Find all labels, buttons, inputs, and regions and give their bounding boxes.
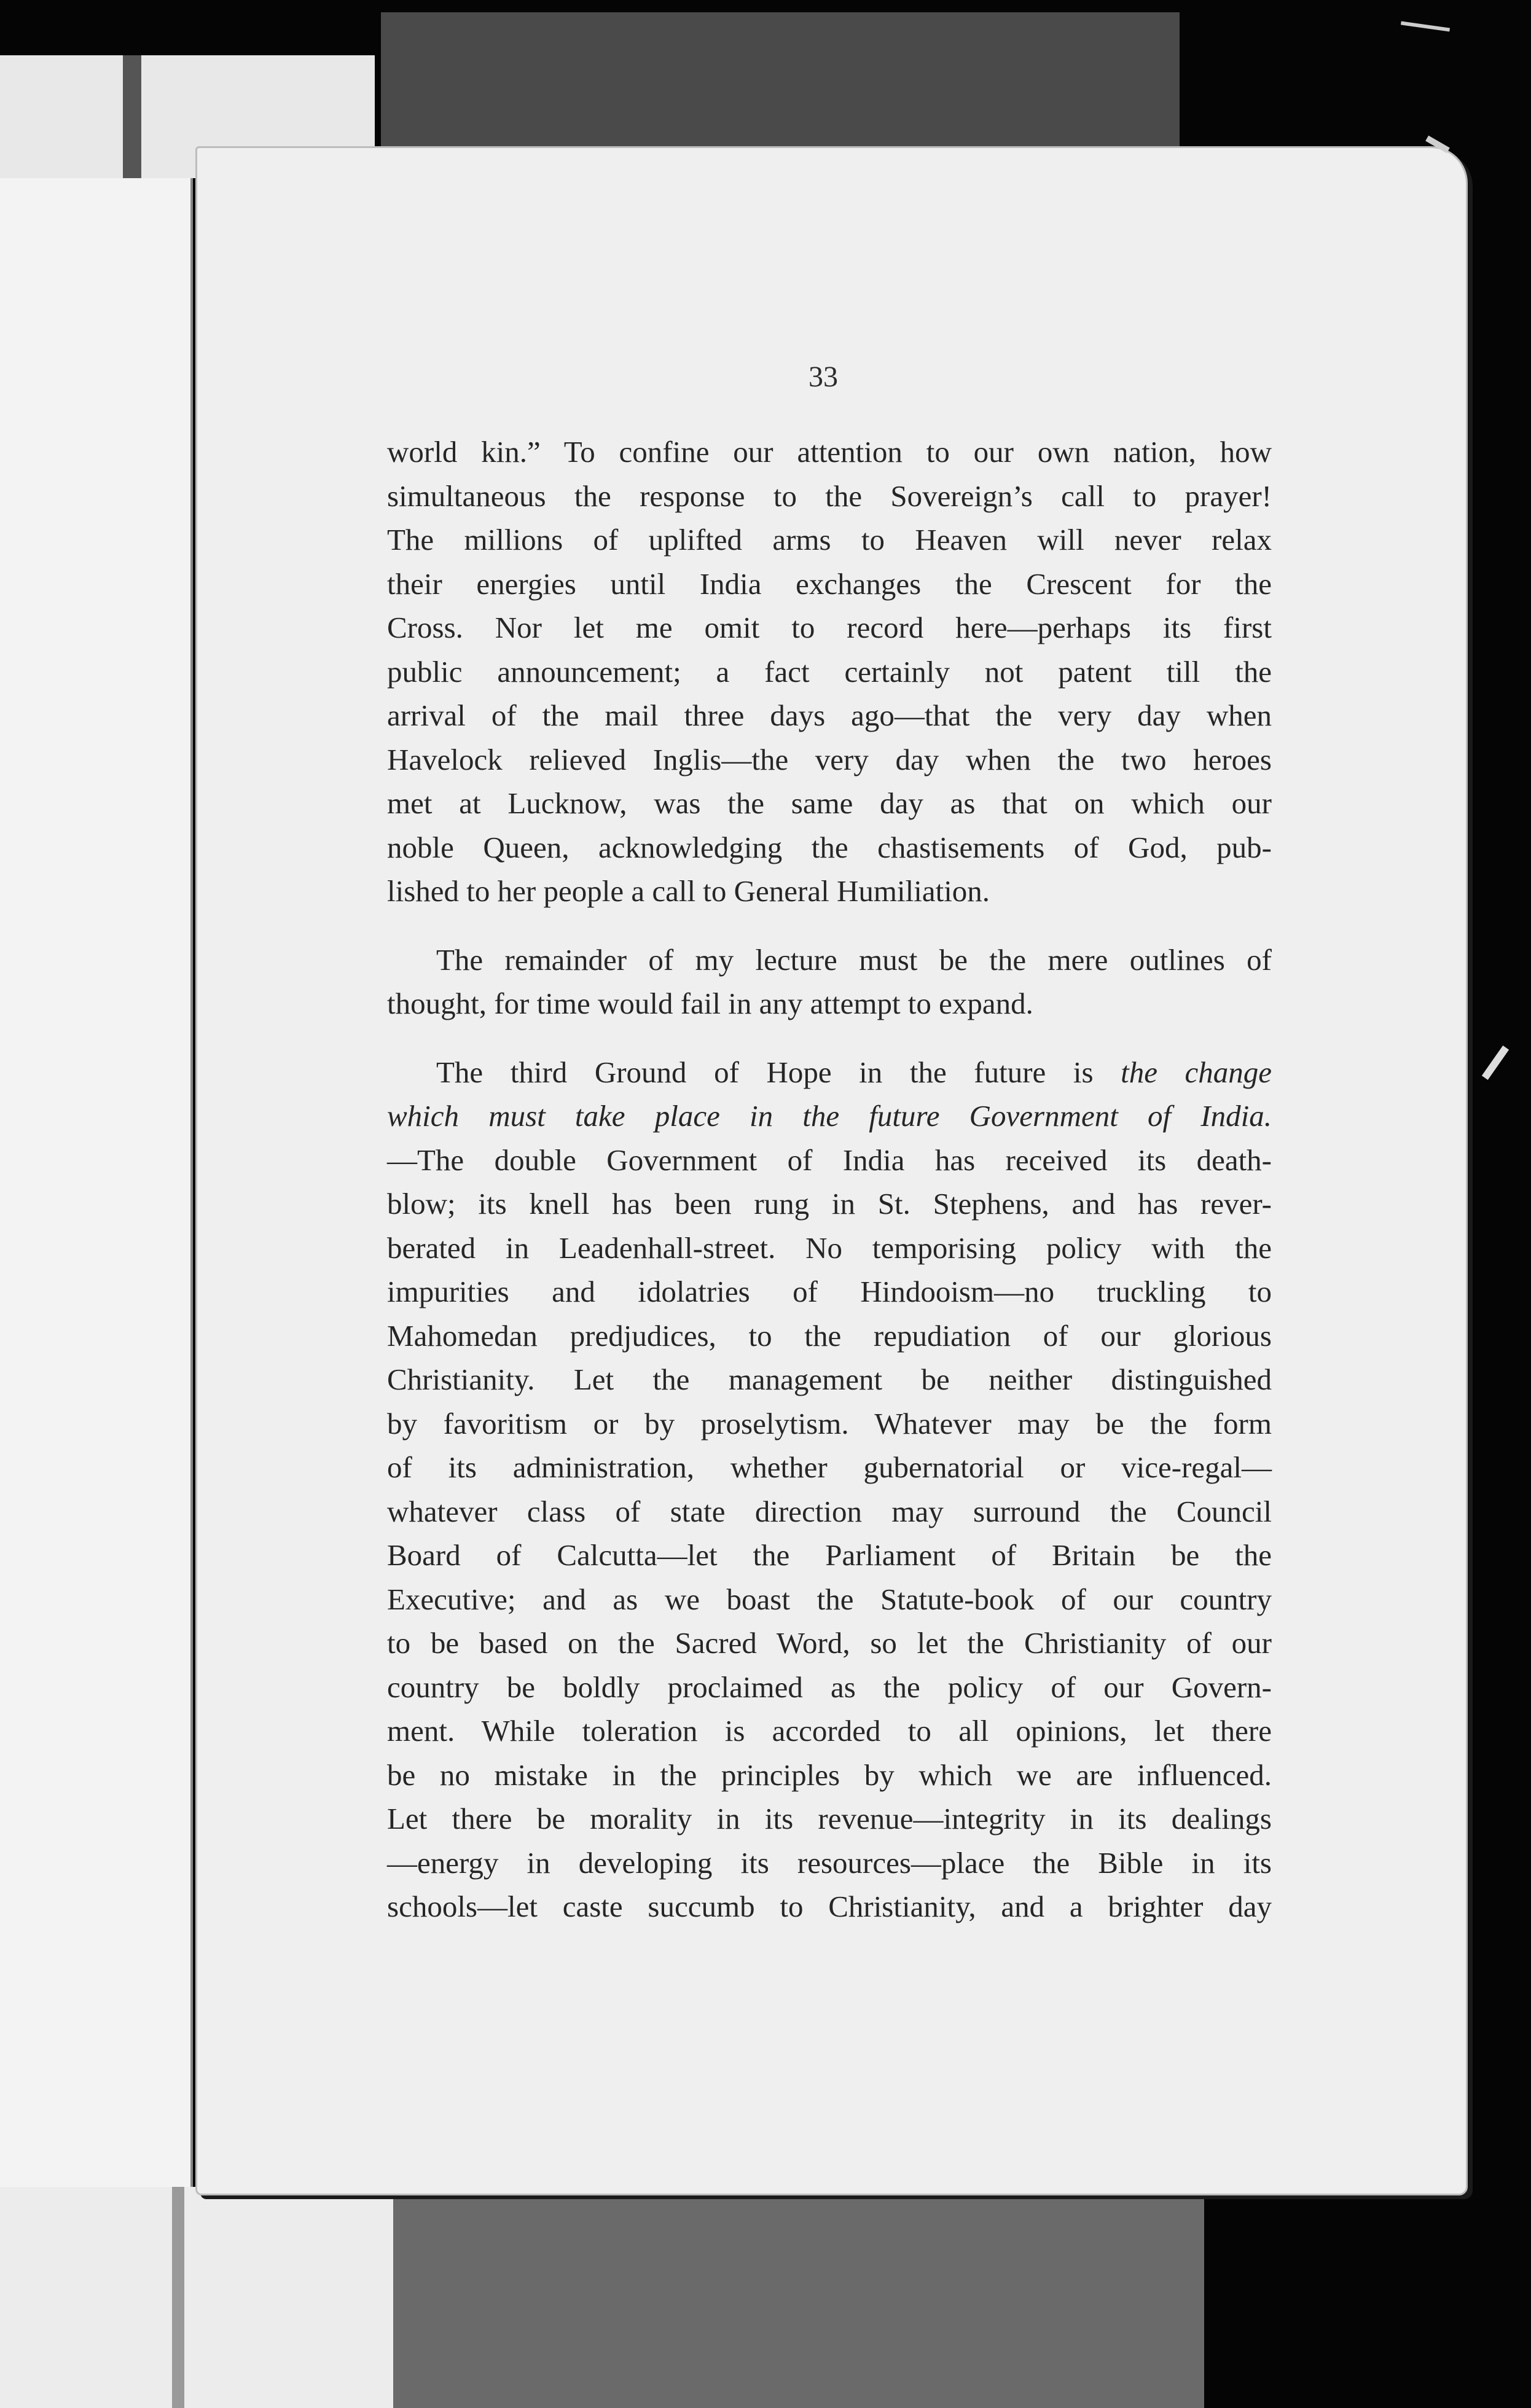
left-page-edge-bottom xyxy=(0,2187,393,2408)
text-line: to be based on the Sacred Word, so let the Christianity of our xyxy=(387,1626,1272,1660)
page-number: 33 xyxy=(809,361,838,393)
text-line: impurities and idolatries of Hindooism—no truckling to xyxy=(387,1275,1272,1308)
text-line: The remainder of my lecture must be the mere outlines of xyxy=(436,942,1272,977)
text-line: Havelock relieved Inglis—the very day when the two heroes xyxy=(387,742,1272,776)
text-line: Executive; and as we boast the Statute-book of our country xyxy=(387,1582,1272,1616)
binding-tape-lower xyxy=(172,2187,184,2408)
text-line: by favoritism or by proselytism. Whatever may be the form xyxy=(387,1406,1272,1440)
text-line: ment. While toleration is accorded to all opinions, let there xyxy=(387,1714,1272,1748)
text-line: world kin.” To confine our attention to our own nation, how xyxy=(387,435,1272,469)
text-line: Mahomedan predjudices, to the repudiation of our glorious xyxy=(387,1318,1272,1353)
text-line: thought, for time would fail in any attempt to expand. xyxy=(387,987,1033,1020)
text-line: berated in Leadenhall-street. No temporising policy with the xyxy=(387,1230,1272,1265)
text-line: public announcement; a fact certainly not patent till the xyxy=(387,654,1272,689)
paragraph-3 xyxy=(387,1050,1272,1929)
text-line-italic: which must take place in the future Government of India. xyxy=(387,1099,1272,1133)
text-line: their energies until India exchanges the Crescent for the xyxy=(387,566,1272,601)
text-line: of its administration, whether gubernatorial or vice-regal— xyxy=(387,1450,1272,1484)
scan-speck xyxy=(1401,21,1450,31)
text-line xyxy=(387,1050,1272,1095)
left-page xyxy=(0,178,193,2218)
text-line: schools—let caste succumb to Christianity, and a brighter day xyxy=(387,1890,1272,1923)
scan-speck xyxy=(1482,1046,1509,1080)
paragraph-2 xyxy=(387,938,1272,1026)
text-line: —energy in developing its resources—place the Bible in its xyxy=(387,1845,1272,1880)
text-line: arrival of the mail three days ago—that the very day when xyxy=(387,698,1272,732)
body-text xyxy=(387,430,1272,1929)
italic-phrase: the change xyxy=(1121,1055,1272,1089)
text-line: Cross. Nor let me omit to record here—perhaps its first xyxy=(387,611,1272,644)
text-line: blow; its knell has been rung in St. Stephens, and has rever- xyxy=(387,1187,1272,1221)
text-line: noble Queen, acknowledging the chastisements of God, pub- xyxy=(387,830,1272,864)
text-line: met at Lucknow, was the same day as that on which our xyxy=(387,786,1272,820)
text-line: The millions of uplifted arms to Heaven will never relax xyxy=(387,523,1272,557)
text-line: —The double Government of India has received its death- xyxy=(387,1143,1272,1177)
text-line: Christianity. Let the management be neither distinguished xyxy=(387,1362,1272,1396)
text-line: simultaneous the response to the Sovereign’s call to prayer! xyxy=(387,479,1272,513)
scanner-background-lower xyxy=(344,2175,1204,2408)
text-line: lished to her people a call to General Humiliation. xyxy=(387,874,990,908)
text-line: be no mistake in the principles by which we are influenced. xyxy=(387,1757,1272,1792)
text-line: country be boldly proclaimed as the policy of our Govern- xyxy=(387,1670,1272,1704)
text-line-part: The third Ground of Hope in the future is the change xyxy=(436,1055,1272,1089)
paragraph-1 xyxy=(387,430,1272,913)
text-line: whatever class of state direction may surround the Council xyxy=(387,1494,1272,1528)
binding-tape xyxy=(123,55,141,178)
text-line: Board of Calcutta—let the Parliament of Britain be the xyxy=(387,1538,1272,1572)
text-line: Let there be morality in its revenue—integrity in its dealings xyxy=(387,1802,1272,1835)
